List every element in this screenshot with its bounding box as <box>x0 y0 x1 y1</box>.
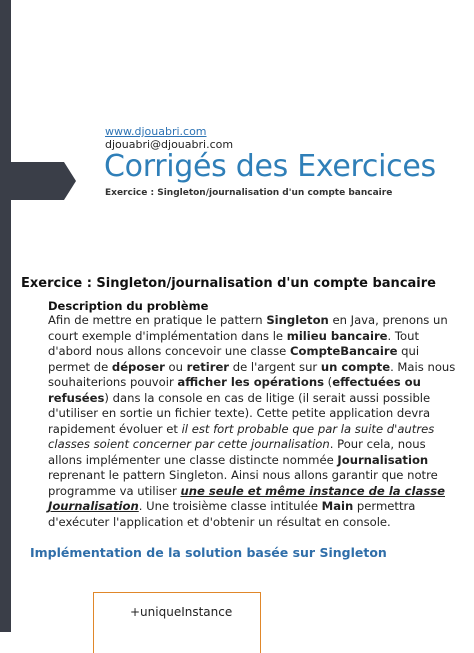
uml-attribute: +uniqueInstance <box>130 605 233 619</box>
paragraph-segment: Singleton <box>266 313 329 327</box>
paragraph-segment: afficher les opérations <box>177 375 324 389</box>
implementation-heading: Implémentation de la solution basée sur Singleton <box>30 545 387 560</box>
paragraph-segment: effectuées ou refusées <box>48 375 421 405</box>
paragraph-segment: Afin de mettre en pratique le pattern <box>48 313 267 327</box>
paragraph-segment: reprenant le pattern Singleton. Ainsi nous allons garantir que notre programme va utiliser <box>48 468 438 498</box>
paragraph-segment: un compte <box>320 359 391 374</box>
paragraph-segment: déposer <box>111 359 165 374</box>
paragraph-segment: en Java, prenons un court exemple d'implémentation dans le <box>48 313 448 343</box>
uml-class-box <box>93 592 261 653</box>
paragraph-segment: de l'argent sur <box>229 359 321 374</box>
paragraph-segment: il est fort probable que par la suite d'autres classes soient concerner par cette journalisation <box>48 421 435 451</box>
paragraph-segment: Journalisation <box>337 452 429 467</box>
paragraph-segment: ) dans la console en cas de litige (il serait aussi possible d'utiliser en sortie un fichier texte). Cette petite application devra rapidement évoluer et <box>48 390 431 436</box>
paragraph-segment: . Une troisième classe intitulée <box>138 499 322 513</box>
paragraph-segment: CompteBancaire <box>290 344 398 358</box>
description-paragraph <box>48 313 458 530</box>
paragraph-segment: une seule et même instance de la classe Journalisation <box>48 483 445 513</box>
arrow-tab-shape <box>0 162 76 200</box>
paragraph-segment: ( <box>324 375 333 389</box>
left-sidebar-bar <box>0 0 11 632</box>
page-title: Corrigés des Exercices <box>104 149 436 184</box>
paragraph-segment: ou <box>164 359 187 374</box>
description-title: Description du problème <box>48 299 209 313</box>
exercise-heading: Exercice : Singleton/journalisation d'un compte bancaire <box>21 276 436 291</box>
paragraph-segment: milieu bancaire <box>286 328 388 343</box>
website-link[interactable]: www.djouabri.com <box>105 125 207 138</box>
paragraph-segment: qui permet de <box>48 344 420 374</box>
page-subtitle: Exercice : Singleton/journalisation d'un compte bancaire <box>105 188 393 198</box>
paragraph-segment: retirer <box>186 359 230 374</box>
paragraph-segment: . Pour cela, nous allons implémenter une classe distincte nommée <box>48 437 426 467</box>
email-text: djouabri@djouabri.com <box>105 138 234 151</box>
paragraph-segment: permettra d'exécuter l'application et d'obtenir un résultat en console. <box>48 499 416 529</box>
paragraph-segment: . Tout d'abord nous allons concevoir une classe <box>48 328 420 358</box>
paragraph-segment: Main <box>321 499 354 513</box>
paragraph-segment: . Mais nous souhaiterions pouvoir <box>48 359 456 389</box>
